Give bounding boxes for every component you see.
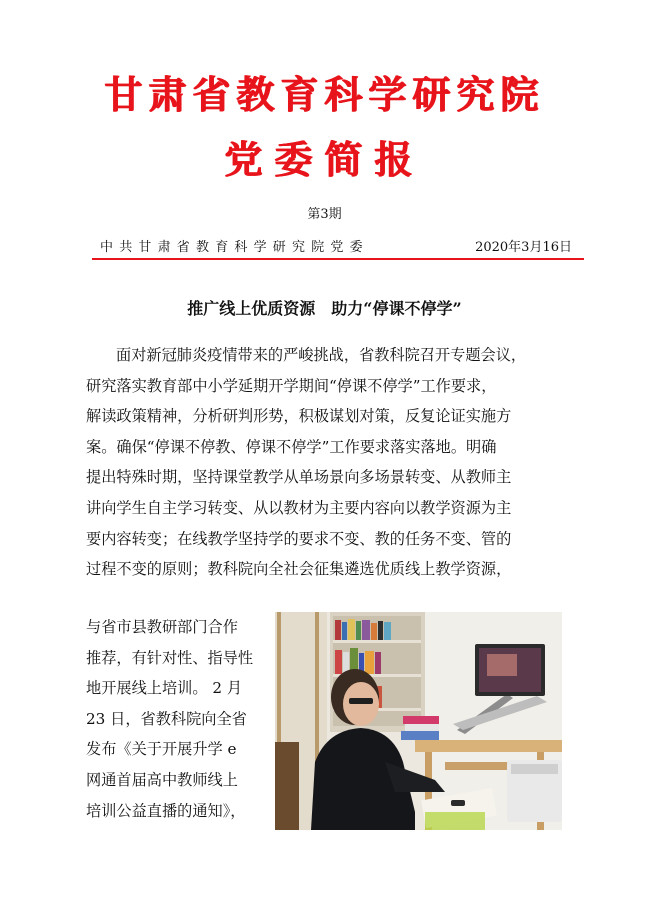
wrapped-line: 发布《关于开展升学 e xyxy=(86,740,237,759)
paragraph-line: 研究落实教育部中小学延期开学期间“停课不停学”工作要求， xyxy=(86,376,497,395)
issue-number: 第3期 xyxy=(307,207,342,222)
wrapped-text xyxy=(86,612,266,826)
wrapped-line: 网通首届高中教师线上 xyxy=(86,770,238,789)
paragraph-line: 面对新冠肺炎疫情带来的严峻挑战，省教科院召开专题会议， xyxy=(116,346,527,364)
org-title: 甘肃省教育科学研究院 xyxy=(104,72,545,117)
wrapped-line: 培训公益直播的通知》， xyxy=(86,801,246,820)
paragraph-line: 案。确保“停课不停教、停课不停学”工作要求落实落地。明确 xyxy=(86,437,497,456)
article-paragraph xyxy=(86,340,576,585)
article-headline: 推广线上优质资源 助力“停课不停学” xyxy=(187,299,462,318)
teacher-online-photo xyxy=(275,612,562,830)
issuer-line xyxy=(92,236,584,256)
wrapped-line: 23 日，省教科院向全省 xyxy=(86,709,247,728)
bulletin-title: 党委简报 xyxy=(224,137,425,182)
paragraph-line: 过程不变的原则；教科院向全社会征集遴选优质线上教学资源， xyxy=(86,560,512,579)
wrapped-line: 与省市县教研部门合作 xyxy=(86,618,238,636)
issue-date: 2020年3月16日 xyxy=(475,240,572,255)
red-divider xyxy=(92,258,584,260)
wrapped-line: 推荐，有针对性、指导性 xyxy=(86,648,254,667)
issuer: 中共甘肃省教育科学研究院党委 xyxy=(100,240,369,255)
paragraph-line: 要内容转变；在线教学坚持学的要求不变、教的任务不变、管的 xyxy=(86,529,512,548)
paragraph-line: 提出特殊时期，坚持课堂教学从单场景向多场景转变、从教师主 xyxy=(86,468,512,487)
wrapped-line: 地开展线上培训。 2 月 xyxy=(86,679,243,698)
paragraph-line: 讲向学生自主学习转变、从以教材为主要内容向以教学资源为主 xyxy=(86,498,512,517)
paragraph-line: 解读政策精神，分析研判形势，积极谋划对策，反复论证实施方 xyxy=(86,407,512,426)
